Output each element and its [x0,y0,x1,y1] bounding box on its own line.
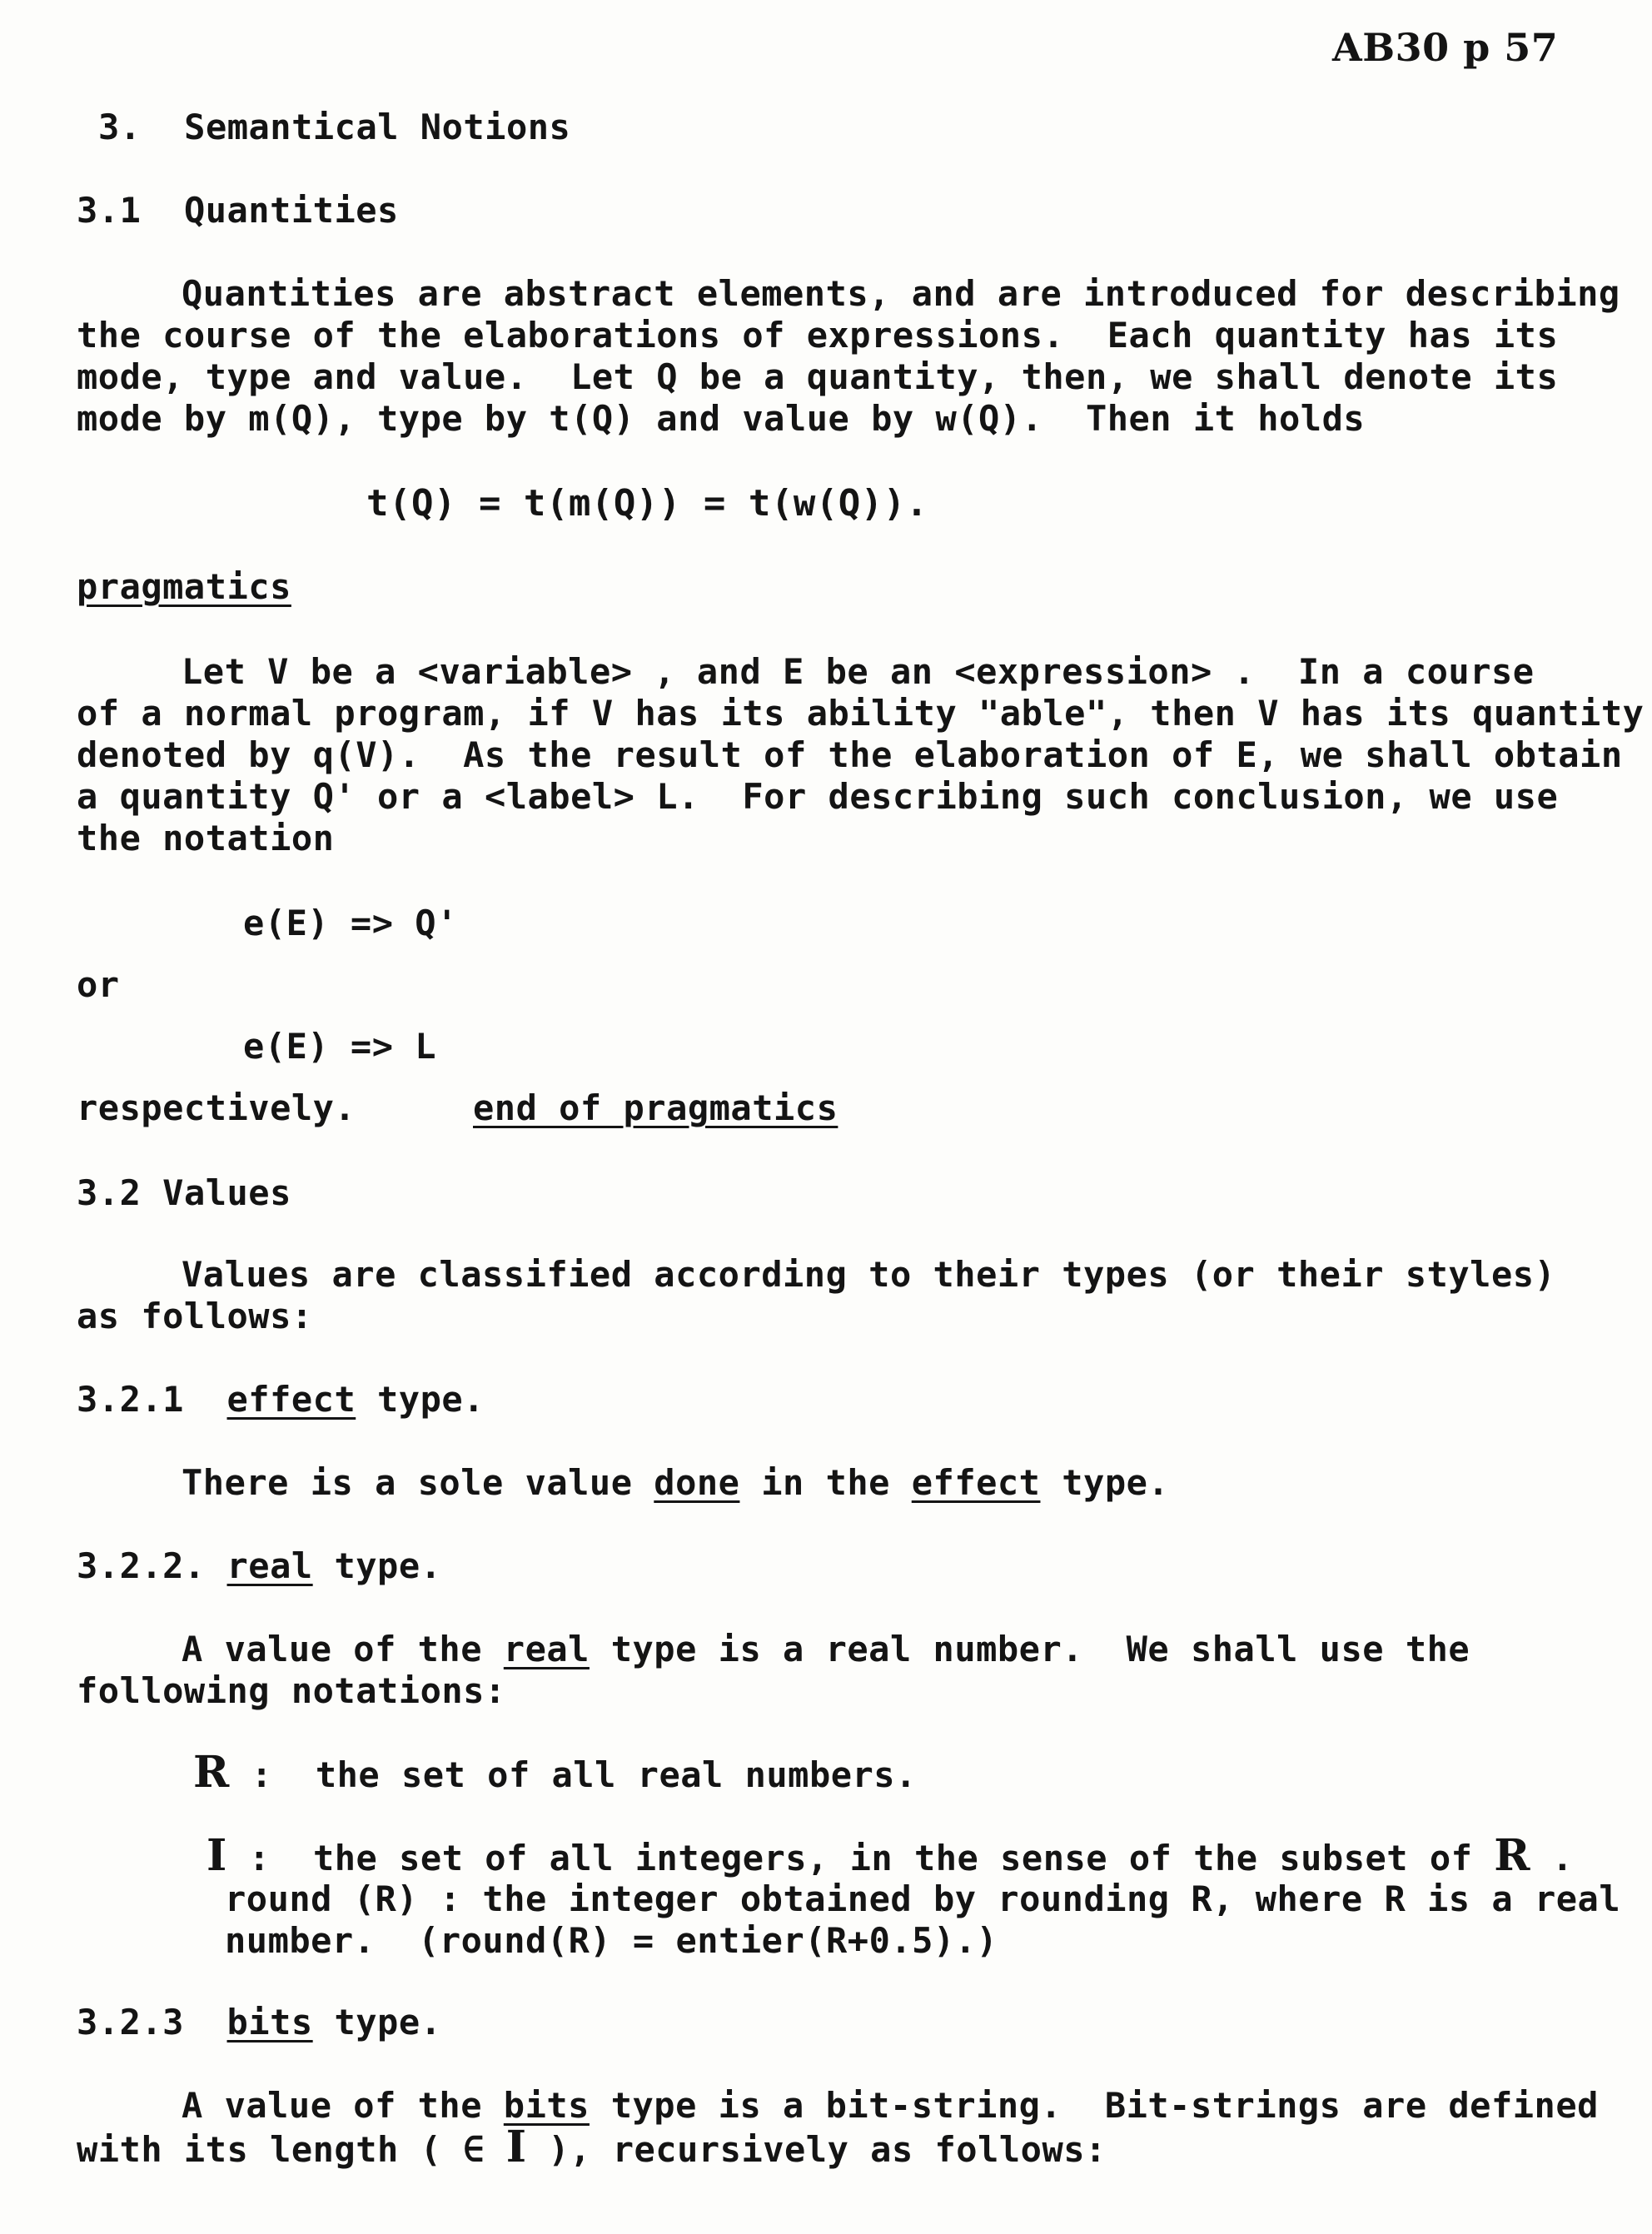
section-heading-3 [98,107,570,148]
section-heading-3-2-2: 3.2.2. real type. [77,1545,442,1586]
paragraph-line: the course of the elaborations of expressions. Each quantity has its [77,315,1559,356]
paragraph-line: denoted by q(V). As the result of the elaboration of E, we shall obtain [77,734,1623,775]
section-heading-3-2 [77,1172,291,1214]
section-number: 3.2.2. [77,1545,206,1586]
formula: e(E) => L [243,1026,437,1067]
paragraph-line: with its length ( ∈ I ), recursively as follows: [77,2122,1107,2172]
reals-symbol: R [193,1747,230,1798]
paragraph-line: a quantity Q' or a <label> L. For describing such conclusion, we use [77,776,1559,817]
section-number: 3.1 [77,190,142,231]
section-heading-3-2-1: 3.2.1 effect type. [77,1379,485,1420]
notation-integer: I : the set of all integers, in the sense of the subset of R . [206,1830,1574,1881]
formula: t(Q) = t(m(Q)) = t(w(Q)). [366,482,928,525]
integers-symbol: I [206,1830,227,1881]
paragraph-line: mode by m(Q), type by t(Q) and value by w(Q). Then it holds [77,398,1366,439]
section-heading-3-1 [77,190,399,231]
connective-or: or [77,964,120,1005]
paragraph-line: number. (round(R) = entier(R+0.5).) [225,1920,998,1961]
paragraph-line: round (R) : the integer obtained by rounding R, where R is a real [225,1878,1621,1919]
section-title: Semantical Notions [184,107,571,147]
paragraph-line: mode, type and value. Let Q be a quantity, then, we shall denote its [77,356,1559,397]
element-of-symbol: ∈ [463,2129,485,2170]
type-name: bits [503,2085,590,2126]
type-name: bits [226,2002,313,2042]
paragraph-line: as follows: [77,1296,313,1336]
notation-real: R : the set of all real numbers. [193,1747,917,1798]
paragraph-line: the notation [77,818,335,858]
paragraph-line: A value of the bits type is a bit-string. Bit-strings are defined [182,2085,1599,2126]
paragraph-line: following notations: [77,1670,506,1711]
paragraph-line: Quantities are abstract elements, and are introduced for describing [182,273,1620,314]
paragraph-line: Let V be a <variable> , and E be an <expression> . In a course [182,651,1535,692]
paragraph-line: A value of the real type is a real number. We shall use the [182,1629,1470,1669]
paragraph-line: of a normal program, if V has its ability "able", then V has its quantity [77,693,1645,734]
value-name: done [654,1462,740,1503]
section-title: Quantities [183,190,399,231]
section-number: 3. [98,107,142,147]
integers-symbol: I [505,2122,527,2172]
pragmatics-label: pragmatics [77,566,291,607]
paragraph-line: Values are classified according to their types (or their styles) [182,1254,1556,1295]
reals-symbol: R [1494,1830,1530,1881]
section-number: 3.2.3 [77,2002,184,2042]
paragraph-line: respectively. [77,1087,356,1128]
section-title: Values [162,1172,291,1213]
expression-token: <expression> [954,651,1212,692]
type-name: effect [226,1379,356,1420]
variable-token: <variable> [417,651,633,692]
section-number: 3.2.1 [77,1379,184,1420]
paragraph-line: There is a sole value done in the effect type. [182,1462,1170,1503]
page-reference: AB30 p 57 [1332,25,1559,70]
label-token: <label> [484,776,635,817]
type-name: effect [911,1462,1041,1503]
section-number: 3.2 [77,1172,142,1213]
end-of-pragmatics-label: end of pragmatics [473,1087,838,1128]
type-name: real [226,1545,313,1586]
section-heading-3-2-3: 3.2.3 bits type. [77,2002,442,2042]
type-name: real [503,1629,590,1669]
formula: e(E) => Q' [243,903,458,943]
